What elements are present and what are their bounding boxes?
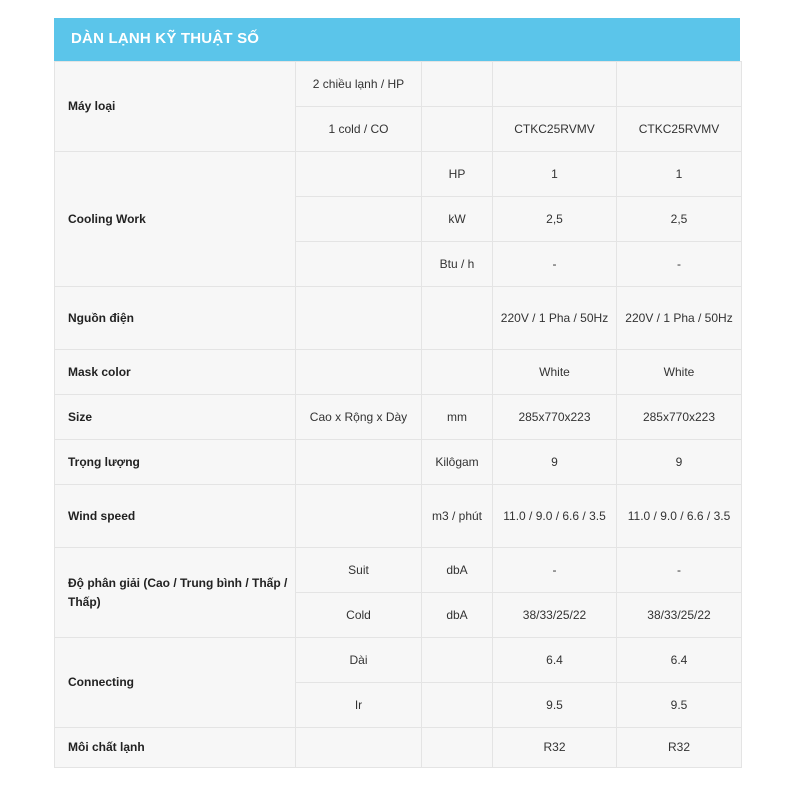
cell: Dài [296, 638, 422, 683]
cell: 11.0 / 9.0 / 6.6 / 3.5 [493, 485, 617, 548]
cell [296, 485, 422, 548]
cell [422, 107, 493, 152]
cell: Suit [296, 548, 422, 593]
cell [296, 728, 422, 768]
cell: 220V / 1 Pha / 50Hz [493, 287, 617, 350]
cell: White [617, 350, 742, 395]
cell [422, 287, 493, 350]
cell: 220V / 1 Pha / 50Hz [617, 287, 742, 350]
cell: R32 [493, 728, 617, 768]
cell [296, 152, 422, 197]
row-label-wind-speed: Wind speed [55, 485, 296, 548]
row-label-cooling-work: Cooling Work [55, 152, 296, 287]
cell: 1 cold / CO [296, 107, 422, 152]
cell [296, 440, 422, 485]
cell: - [493, 242, 617, 287]
cell: 38/33/25/22 [493, 593, 617, 638]
cell: 38/33/25/22 [617, 593, 742, 638]
cell: 2 chiều lạnh / HP [296, 62, 422, 107]
cell [493, 62, 617, 107]
cell: White [493, 350, 617, 395]
row-label-connecting: Connecting [55, 638, 296, 728]
cell: - [617, 242, 742, 287]
cell [422, 62, 493, 107]
section-title: DÀN LẠNH KỸ THUẬT SỐ [71, 30, 260, 47]
table-row [55, 440, 742, 485]
cell [422, 638, 493, 683]
cell [296, 350, 422, 395]
cell [296, 287, 422, 350]
table-row [55, 485, 742, 548]
cell: 285x770x223 [493, 395, 617, 440]
cell [296, 242, 422, 287]
cell [617, 62, 742, 107]
row-label-nguon-dien: Nguồn điện [55, 287, 296, 350]
cell: 2,5 [493, 197, 617, 242]
cell: 285x770x223 [617, 395, 742, 440]
cell: kW [422, 197, 493, 242]
spec-table [54, 61, 742, 768]
cell: dbA [422, 548, 493, 593]
cell: 6.4 [617, 638, 742, 683]
table-row [55, 350, 742, 395]
cell [422, 728, 493, 768]
cell: dbA [422, 593, 493, 638]
cell: 1 [493, 152, 617, 197]
cell: HP [422, 152, 493, 197]
cell: 9.5 [493, 683, 617, 728]
cell: 11.0 / 9.0 / 6.6 / 3.5 [617, 485, 742, 548]
cell: 9.5 [617, 683, 742, 728]
cell: 9 [617, 440, 742, 485]
cell: Cao x Rộng x Dày [296, 395, 422, 440]
cell: Btu / h [422, 242, 493, 287]
cell: - [617, 548, 742, 593]
cell: 9 [493, 440, 617, 485]
row-label-may-loai: Máy loại [55, 62, 296, 152]
cell: 6.4 [493, 638, 617, 683]
cell [422, 683, 493, 728]
cell: 1 [617, 152, 742, 197]
table-row [55, 62, 742, 107]
cell: Cold [296, 593, 422, 638]
section-header [54, 18, 740, 61]
cell: m3 / phút [422, 485, 493, 548]
cell [422, 350, 493, 395]
table-row [55, 548, 742, 593]
cell: Ir [296, 683, 422, 728]
row-label-moi-chat-lanh: Môi chất lạnh [55, 728, 296, 768]
table-row [55, 638, 742, 683]
cell: - [493, 548, 617, 593]
table-row [55, 728, 742, 768]
table-row [55, 152, 742, 197]
table-row [55, 395, 742, 440]
cell: 2,5 [617, 197, 742, 242]
cell: CTKC25RVMV [493, 107, 617, 152]
cell: Kilôgam [422, 440, 493, 485]
row-label-size: Size [55, 395, 296, 440]
cell [296, 197, 422, 242]
row-label-do-phan-giai: Độ phân giải (Cao / Trung bình / Thấp / Thấp) [55, 548, 296, 638]
table-row [55, 287, 742, 350]
cell: CTKC25RVMV [617, 107, 742, 152]
cell: mm [422, 395, 493, 440]
row-label-mask-color: Mask color [55, 350, 296, 395]
cell: R32 [617, 728, 742, 768]
row-label-trong-luong: Trọng lượng [55, 440, 296, 485]
